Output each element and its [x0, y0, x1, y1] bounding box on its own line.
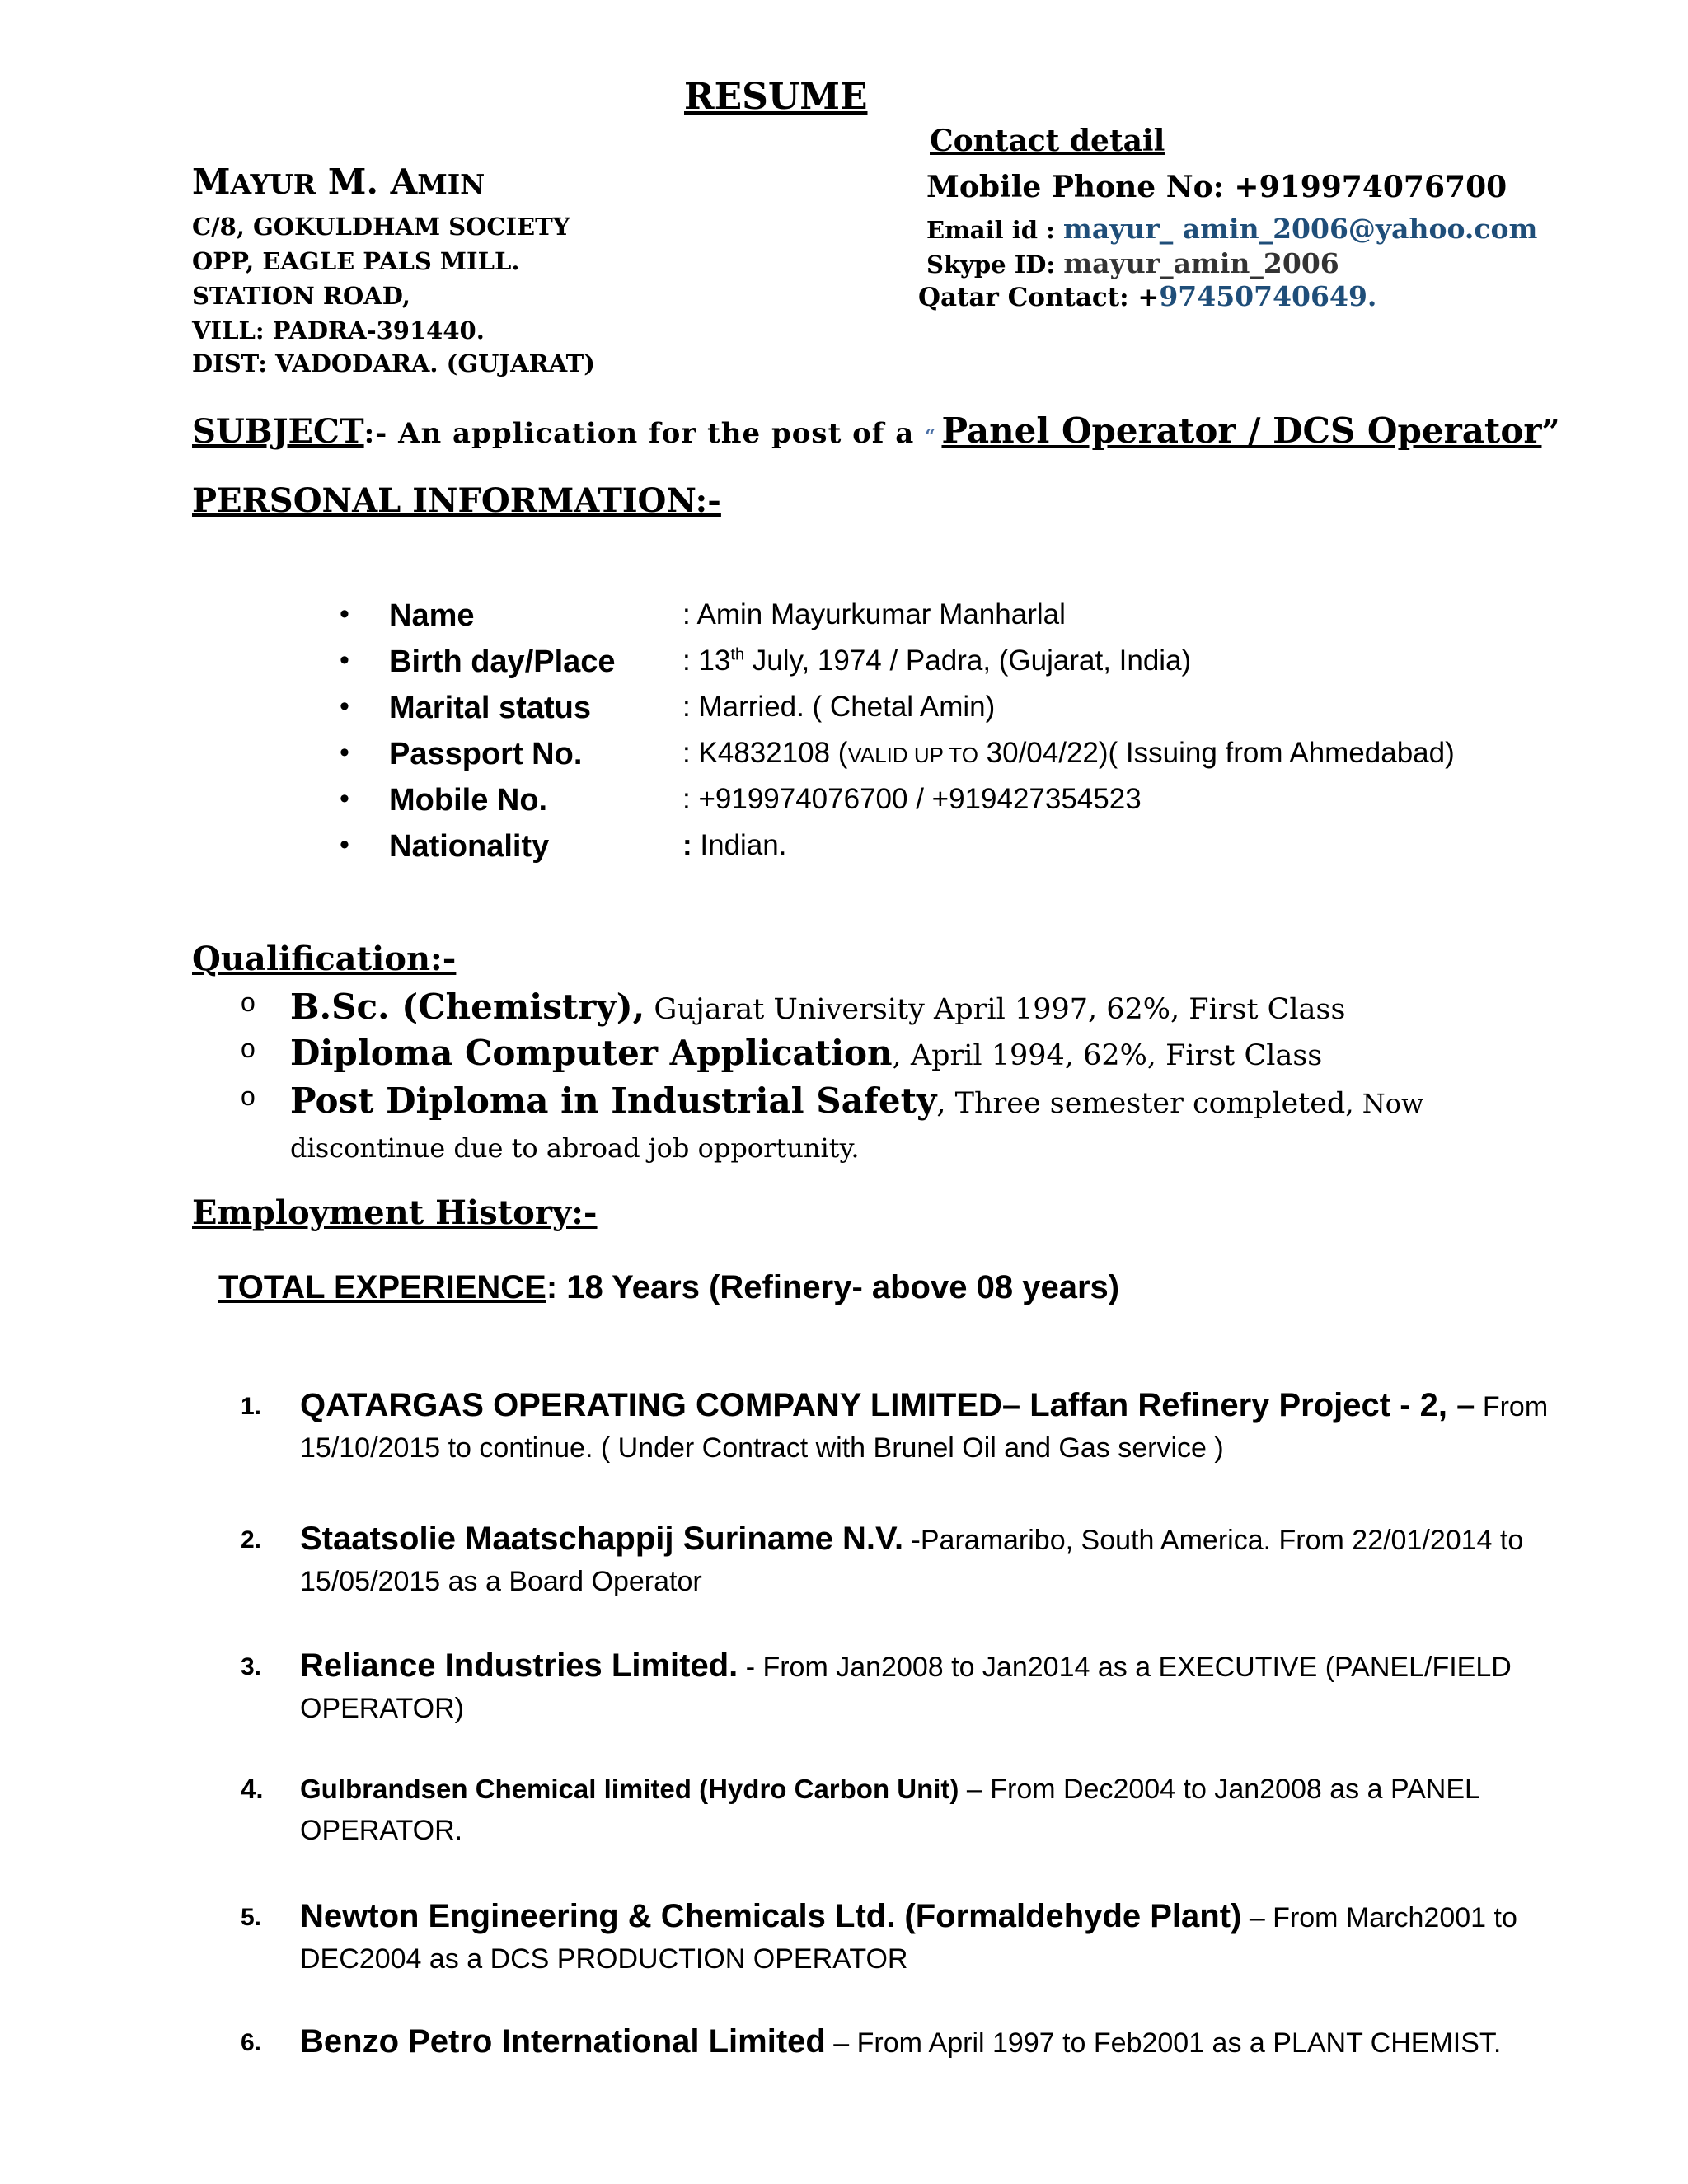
skype-line — [926, 247, 1339, 279]
personal-label: Nationality — [389, 829, 550, 864]
personal-row-marital: • Marital status : Married. ( Chetal Amin) — [340, 691, 996, 725]
personal-value: : Amin Mayurkumar Manharlal — [682, 598, 1066, 630]
candidate-name: MAYUR M. AMIN — [192, 162, 485, 202]
personal-value: : +919974076700 / +919427354523 — [682, 783, 1142, 815]
personal-info-heading: PERSONAL INFORMATION:- — [192, 481, 721, 520]
resume-title: RESUME — [684, 76, 868, 118]
address-line-3: STATION ROAD, — [192, 282, 410, 310]
personal-value: : 13th July, 1974 / Padra, (Gujarat, India) — [682, 644, 1192, 677]
qatar-number: 97450740649. — [1159, 280, 1377, 312]
personal-row-nationality: • Nationality : Indian. — [340, 829, 787, 864]
personal-value: : K4832108 (VALID UP TO 30/04/22)( Issuing from Ahmedabad) — [682, 737, 1455, 769]
subject-text: :- An application for the post of a — [363, 417, 926, 450]
address-line-5: DIST: VADODARA. (GUJARAT) — [192, 349, 595, 377]
personal-label: Passport No. — [389, 737, 583, 771]
subject-post: Panel Operator / DCS Operator — [941, 410, 1542, 451]
email-label: Email id : — [926, 216, 1063, 244]
employment-heading: Employment History:- — [192, 1193, 598, 1232]
qatar-label: Qatar Contact: + — [918, 283, 1160, 312]
address-line-1: C/8, GOKULDHAM SOCIETY — [192, 213, 570, 241]
contact-detail-heading: Contact detail — [930, 124, 1165, 158]
qualification-heading: Qualification:- — [192, 940, 457, 978]
subject-label: SUBJECT — [192, 412, 364, 451]
total-experience-label: TOTAL EXPERIENCE — [218, 1269, 546, 1305]
email-line — [926, 213, 1537, 245]
personal-row-passport: • Passport No. : K4832108 (VALID UP TO 30/04/22)( Issuing from Ahmedabad) — [340, 737, 1455, 771]
skype-label: Skype ID: — [926, 251, 1064, 279]
personal-label: Mobile No. — [389, 783, 548, 818]
personal-label: Name — [389, 598, 475, 633]
personal-label: Marital status — [389, 691, 591, 725]
address-line-4: VILL: PADRA-391440. — [192, 316, 485, 344]
mobile-phone: Mobile Phone No: +919974076700 — [926, 170, 1507, 204]
subject-line: SUBJECT:- An application for the post of a “ Panel Operator / DCS Operator” — [192, 410, 1560, 451]
personal-value: : Indian. — [682, 829, 787, 861]
email-link[interactable]: mayur_ amin_2006@yahoo.com — [1062, 213, 1538, 245]
personal-row-mobile: • Mobile No. : +919974076700 / +919427354523 — [340, 783, 1142, 818]
skype-id: mayur_amin_2006 — [1063, 247, 1339, 279]
total-experience-value: : 18 Years (Refinery- above 08 years) — [546, 1269, 1120, 1305]
total-experience — [218, 1269, 1119, 1306]
personal-label: Birth day/Place — [389, 644, 616, 679]
address-line-2: OPP, EAGLE PALS MILL. — [192, 247, 520, 275]
personal-row-birth: • Birth day/Place : 13th July, 1974 / Padra, (Gujarat, India) — [340, 644, 1192, 679]
personal-row-name: • Name : Amin Mayurkumar Manharlal — [340, 598, 1066, 633]
qatar-contact-line — [918, 280, 1376, 312]
personal-value: : Married. ( Chetal Amin) — [682, 691, 996, 723]
